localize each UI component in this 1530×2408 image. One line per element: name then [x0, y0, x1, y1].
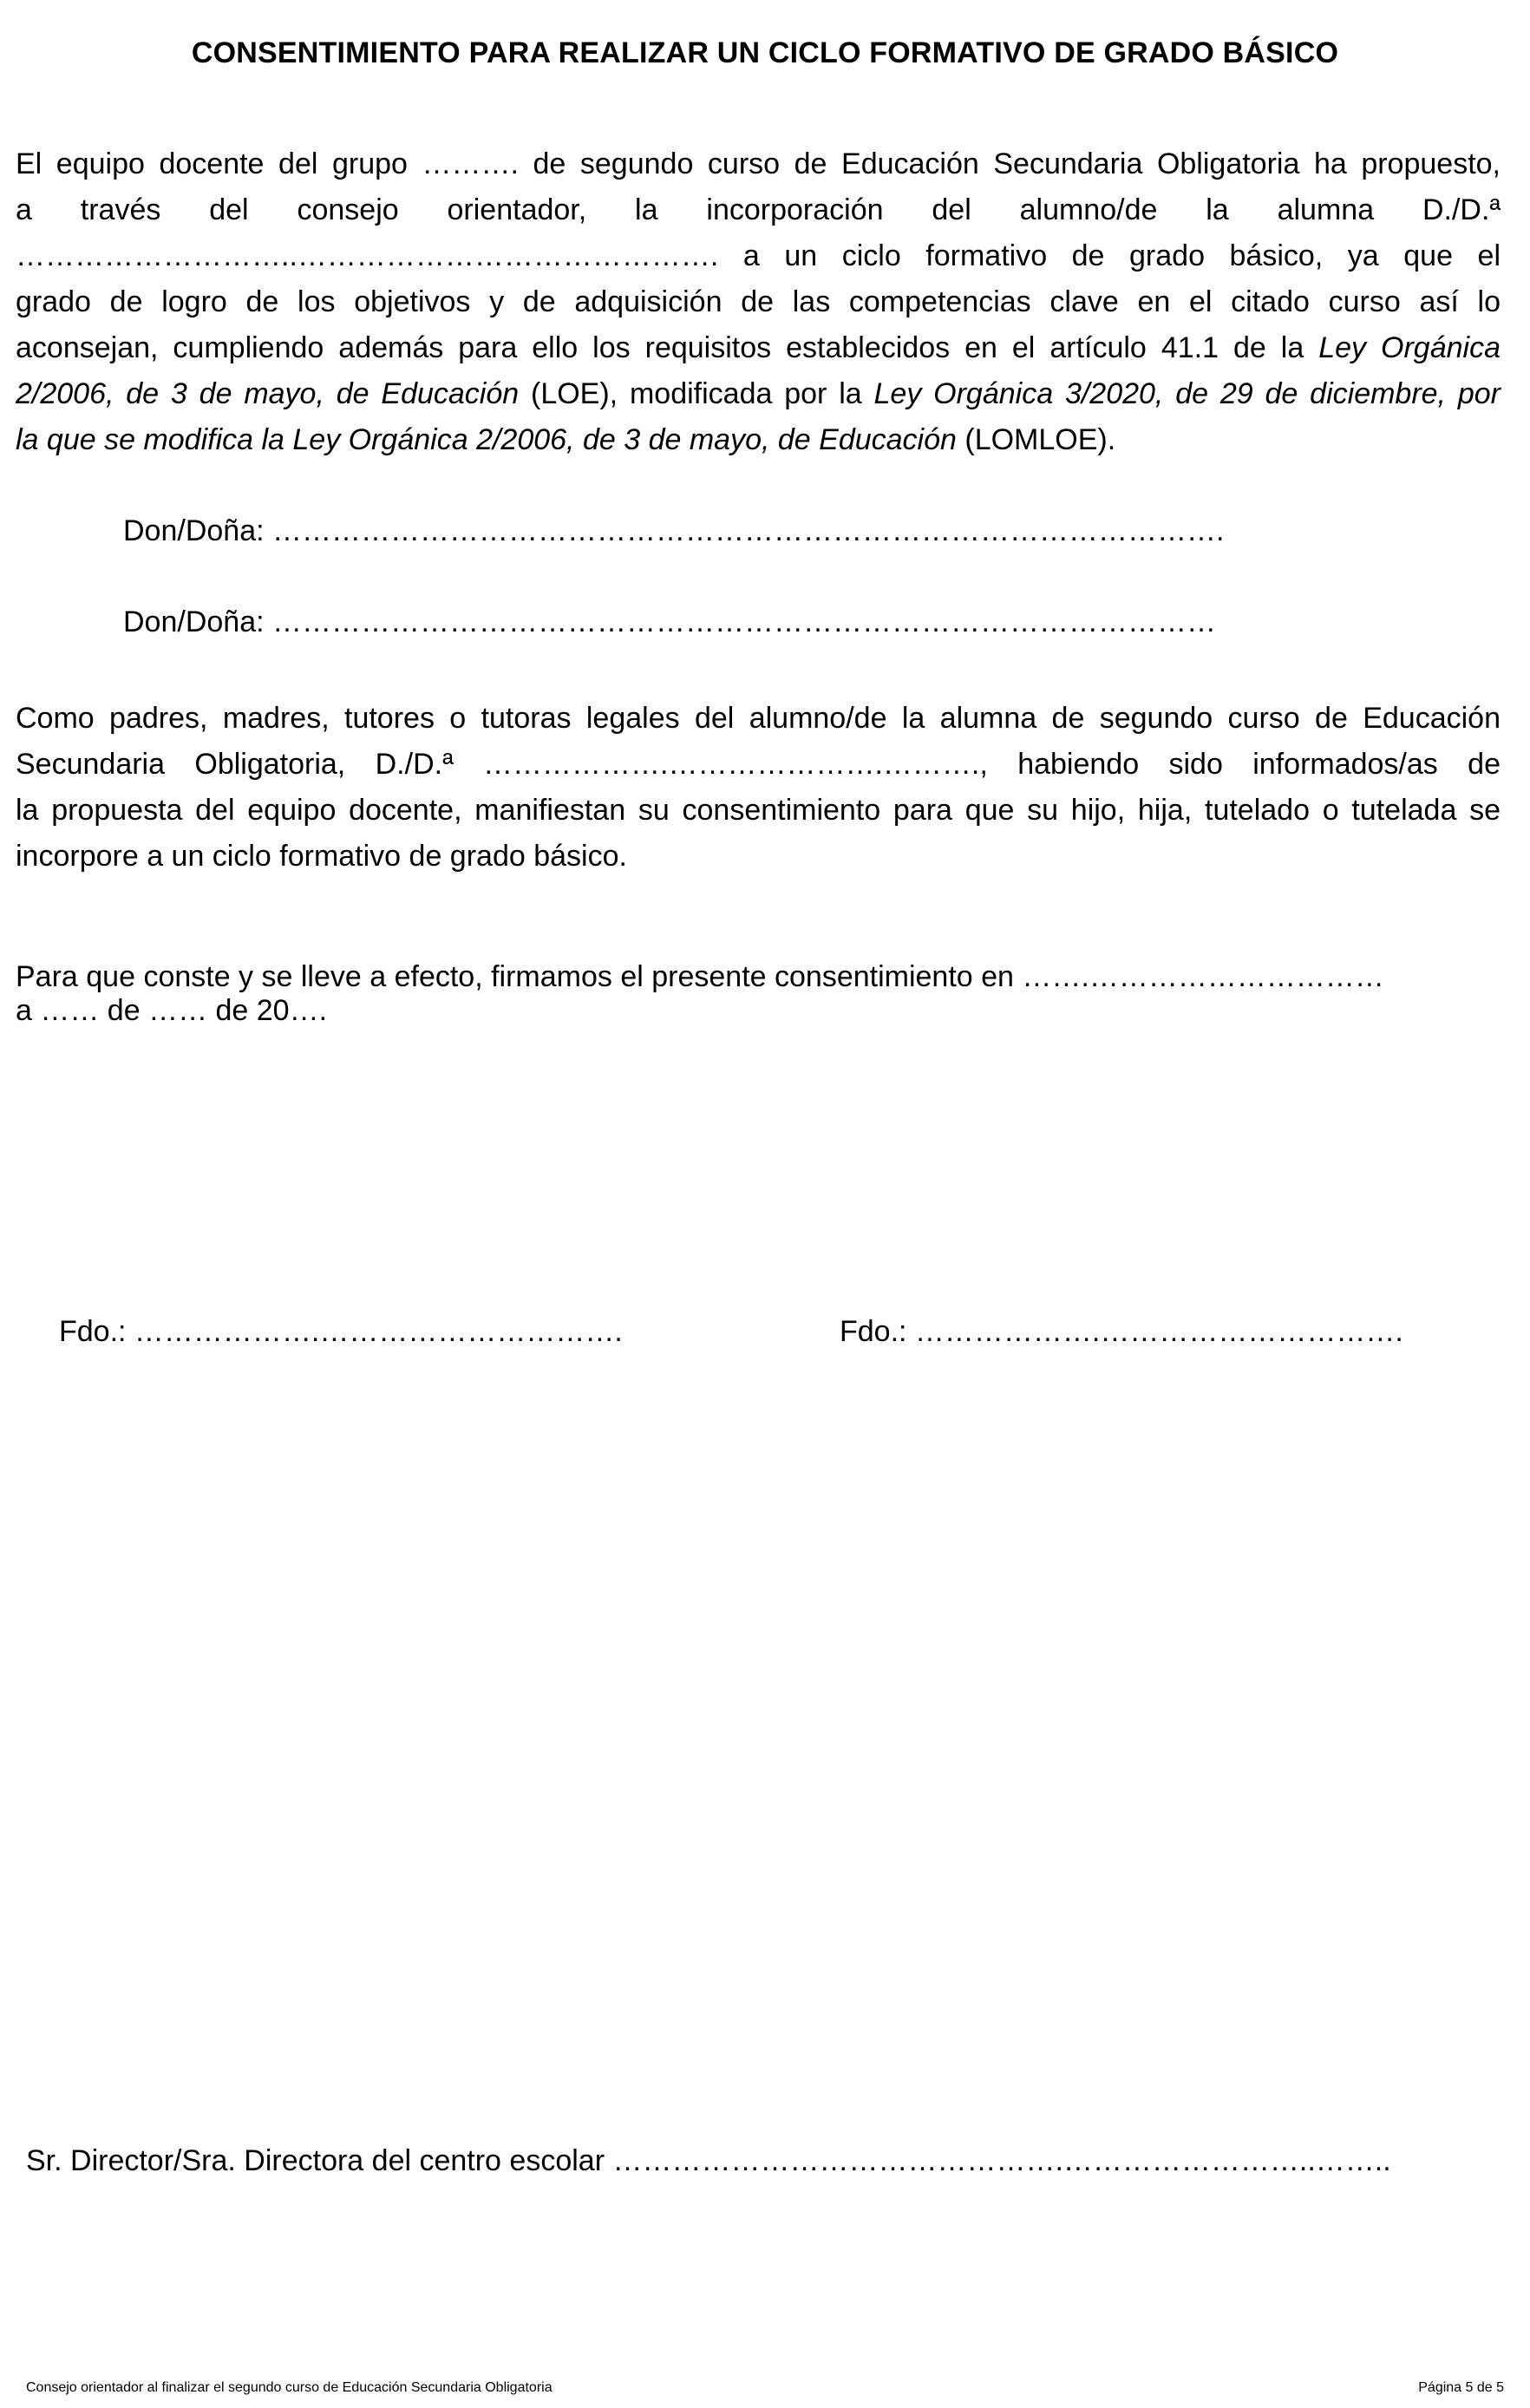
consent-line-4: incorpore a un ciclo formativo de grado básico. [16, 840, 627, 873]
consent-line-2: Secundaria Obligatoria, D./D.ª ……………….………………….………., habiendo sido informados/as de [16, 748, 1501, 781]
law-reference-lomloe: la que se modifica la Ley Orgánica 2/2006, de 3 de mayo, de Educación [16, 423, 957, 456]
law-reference-lomloe-start: Ley Orgánica 3/2020, de 29 de diciembre, por [873, 377, 1501, 410]
signature-line-1: Fdo.: ……………….…………………………. [59, 1315, 623, 1348]
proposal-line-3: ………………………..……………………………………. a un ciclo formativo de grado básico, ya que el [16, 239, 1501, 272]
proposal-line-5-text: aconsejan, cumpliendo además para ello los requisitos establecidos en el artículo 41.1 de la [16, 331, 1319, 364]
director-line: Sr. Director/Sra. Directora del centro escolar ……………………………………….……………………..…….. [26, 2144, 1391, 2177]
proposal-line-6-text: (LOE), modificada por la [519, 377, 874, 410]
proposal-line-2: a través del consejo orientador, la incorporación del alumno/de la alumna D./D.ª [16, 193, 1501, 226]
document-title: CONSENTIMIENTO PARA REALIZAR UN CICLO FORMATIVO DE GRADO BÁSICO [191, 36, 1339, 69]
signature-line-2: Fdo.: ……………….…………………………. [840, 1315, 1403, 1348]
teacher-name-line-1: Don/Doña: ……………………………………………………………………………………. [123, 514, 1225, 547]
proposal-line-5 [16, 325, 1501, 371]
consent-line-3: la propuesta del equipo docente, manifiestan su consentimiento para que su hijo, hija, tutelado o tutelada se [16, 794, 1501, 827]
proposal-paragraph [16, 141, 1501, 463]
consent-line-1: Como padres, madres, tutores o tutoras legales del alumno/de la alumna de segundo curso de Educación [16, 702, 1501, 735]
footer-document-name: Consejo orientador al finalizar el segundo curso de Educación Secundaria Obligatoria [26, 2380, 552, 2395]
proposal-line-7-text: (LOMLOE). [956, 423, 1116, 456]
closing-line-1: Para que conste y se lleve a efecto, firmamos el presente consentimiento en …….………………………… [16, 960, 1384, 993]
proposal-line-7 [16, 417, 1501, 463]
consent-paragraph [16, 696, 1501, 880]
law-reference-loe-start: Ley Orgánica [1318, 331, 1501, 364]
teacher-name-line-2: Don/Doña: …………………………………………………………………………………… [123, 605, 1216, 638]
footer-page-number: Página 5 de 5 [1418, 2380, 1504, 2395]
closing-paragraph [16, 954, 1501, 1034]
proposal-line-1: El equipo docente del grupo ………. de segundo curso de Educación Secundaria Obligatoria ha propuesto, [16, 147, 1501, 180]
law-reference-loe: 2/2006, de 3 de mayo, de Educación [16, 377, 520, 410]
proposal-line-6 [16, 371, 1501, 417]
closing-line-2: a …… de …… de 20…. [16, 994, 328, 1027]
proposal-line-4: grado de logro de los objetivos y de adquisición de las competencias clave en el citado curso así lo [16, 285, 1501, 318]
